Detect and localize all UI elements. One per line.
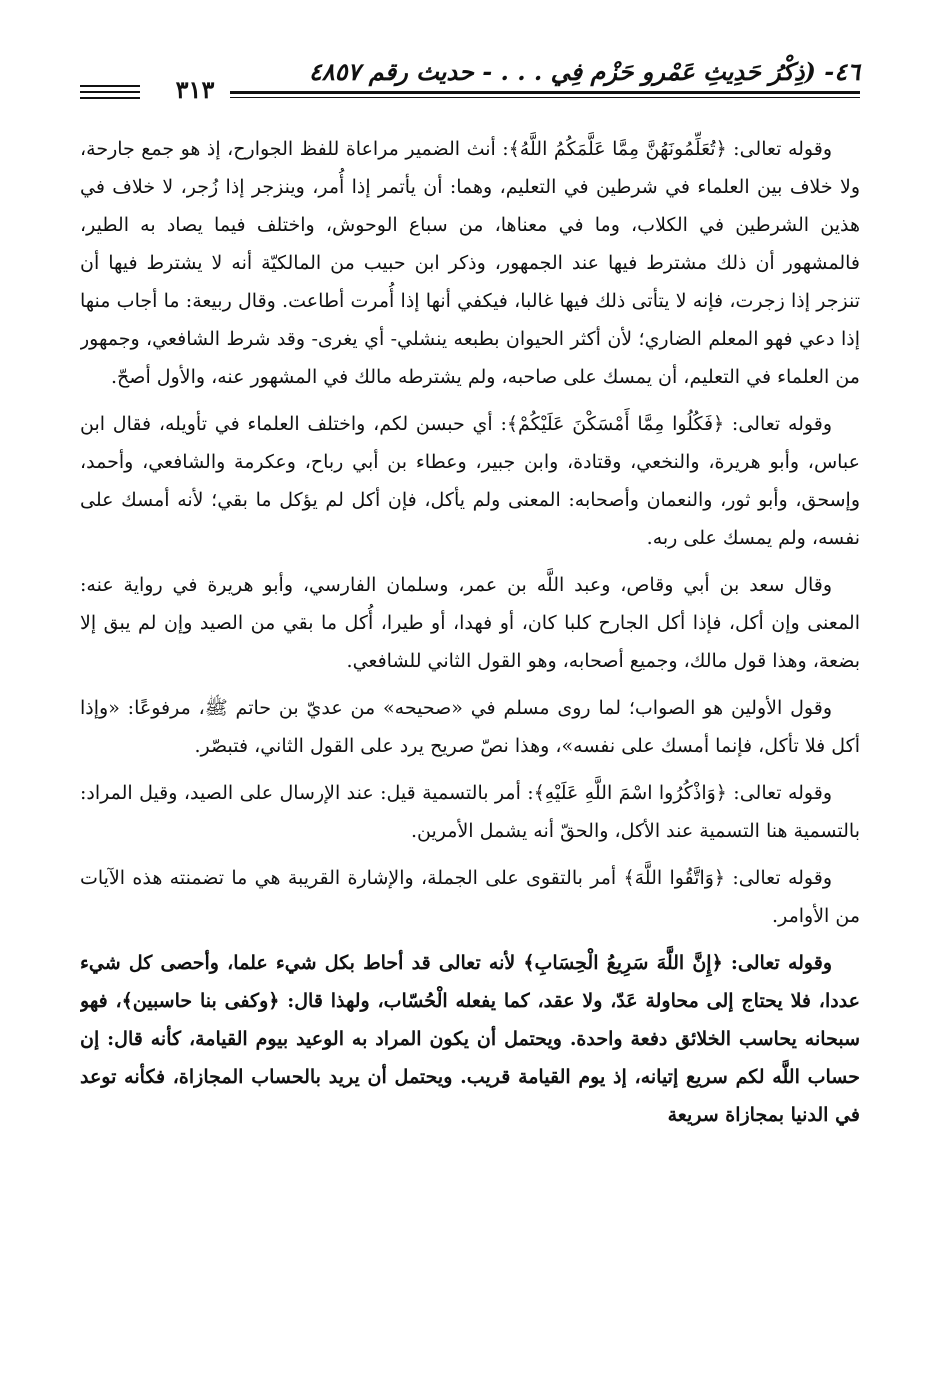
paragraph: وقوله تعالى: ﴿فَكُلُوا مِمَّا أَمْسَكْنَ عَلَيْكُمْ﴾: أي حبسن لكم، واختلف العلماء في تأويله، فقال ابن عباس، وأبو هريرة، والنخعي، وقتادة، وابن جبير، وعطاء بن أبي رباح، وعكرمة والشافعي، وأحمد، وإسحق، وأبو ثور، والنعمان وأصحابه: المعنى ولم يأكل، فإن أكل لم يؤكل ما بقي؛ لأنه أمسك على نفسه، ولم يمسك على ربه.	[80, 413, 860, 549]
header-rule	[230, 91, 860, 94]
body-text	[80, 130, 860, 1320]
paragraph: وقوله تعالى: ﴿إِنَّ اللَّهَ سَرِيعُ الْحِسَابِ﴾ لأنه تعالى قد أحاط بكل شيء علما، وأحصى كل شيء عددا، فلا يحتاج إلى محاولة عَدّ، ولا عقد، كما يفعله الْحُسّاب، ولهذا قال: ﴿وكفى بنا حاسبين﴾، فهو سبحانه يحاسب الخلائق دفعة واحدة. ويحتمل أن يكون المراد به الوعيد بيوم القيامة، كأنه قال: إن حساب اللَّه لكم سريع إتيانه، إذ يوم القيامة قريب. ويحتمل أن يريد بالحساب المجازاة، فكأنه توعد في الدنيا بمجازاة سريعة	[80, 952, 860, 1126]
header-title: ٤٦- (ذِكْرُ حَدِيثِ عَمْرو حَزْم فِي . . . - حديث رقم ٤٨٥٧	[308, 57, 860, 86]
page-number-rule	[80, 97, 140, 99]
paragraph: وقال سعد بن أبي وقاص، وعبد اللَّه بن عمر، وسلمان الفارسي، وأبو هريرة في رواية عنه: المعنى وإن أكل، فإذا أكل الجارح كلبا كان، أو فهدا، أو طيرا، أُكل ما بقي من الصيد وإن لم يبق إلا بضعة، وهذا قول مالك، وجميع أصحابه، وهو القول الثاني للشافعي.	[80, 574, 860, 672]
running-header	[80, 55, 860, 105]
header-rule-thin	[230, 97, 860, 98]
paragraph: وقوله تعالى: ﴿وَاتَّقُوا اللَّهَ﴾ أمر بالتقوى على الجملة، والإشارة القريبة هي ما تضمنته هذه الآيات من الأوامر.	[80, 867, 860, 927]
paragraph: وقوله تعالى: ﴿تُعَلِّمُونَهُنَّ مِمَّا عَلَّمَكُمُ اللَّهُ﴾: أنث الضمير مراعاة للفظ الجوارح، إذ هو جمع جارحة، ولا خلاف بين العلماء في شرطين في التعليم، وهما: أن يأتمر إذا أُمر، وينزجر إذا زُجر، لا خلاف في هذين الشرطين في الكلاب، وما في معناها، من سباع الوحوش، واختلف فيما يصاد به الطير، فالمشهور أن ذلك مشترط فيها عند الجمهور، وذكر ابن حبيب من المالكيّة أنه لا يشترط فيها أن تنزجر إذا زجرت، فإنه لا يتأتى ذلك فيها غالبا، فيكفي أنها إذا أُمرت أطاعت. وقال ربيعة: ما أجاب منها إذا دعي فهو المعلم الضاري؛ لأن أكثر الحيوان بطبعه ينشلي- أي يغرى- وقد شرط الشافعي، وجمهور من العلماء في التعليم، أن يمسك على صاحبه، ولم يشترطه مالك في المشهور عنه، والأول أصحّ.	[80, 138, 860, 388]
paragraph: وقول الأولين هو الصواب؛ لما روى مسلم في «صحيحه» من عديّ بن حاتم ﷺ، مرفوعًا: «وإذا أكل فلا تأكل، فإنما أمسك على نفسه»، وهذا نصّ صريح يرد على القول الثاني، فتبصّر.	[80, 697, 860, 757]
page-number: ٣١٣	[175, 75, 215, 104]
page-number-rule	[80, 91, 140, 93]
paragraph: وقوله تعالى: ﴿وَاذْكُرُوا اسْمَ اللَّهِ عَلَيْهِ﴾: أمر بالتسمية قيل: عند الإرسال على الصيد، وقيل المراد: بالتسمية هنا التسمية عند الأكل، والحقّ أنه يشمل الأمرين.	[80, 782, 860, 842]
page-number-rule	[80, 85, 140, 87]
